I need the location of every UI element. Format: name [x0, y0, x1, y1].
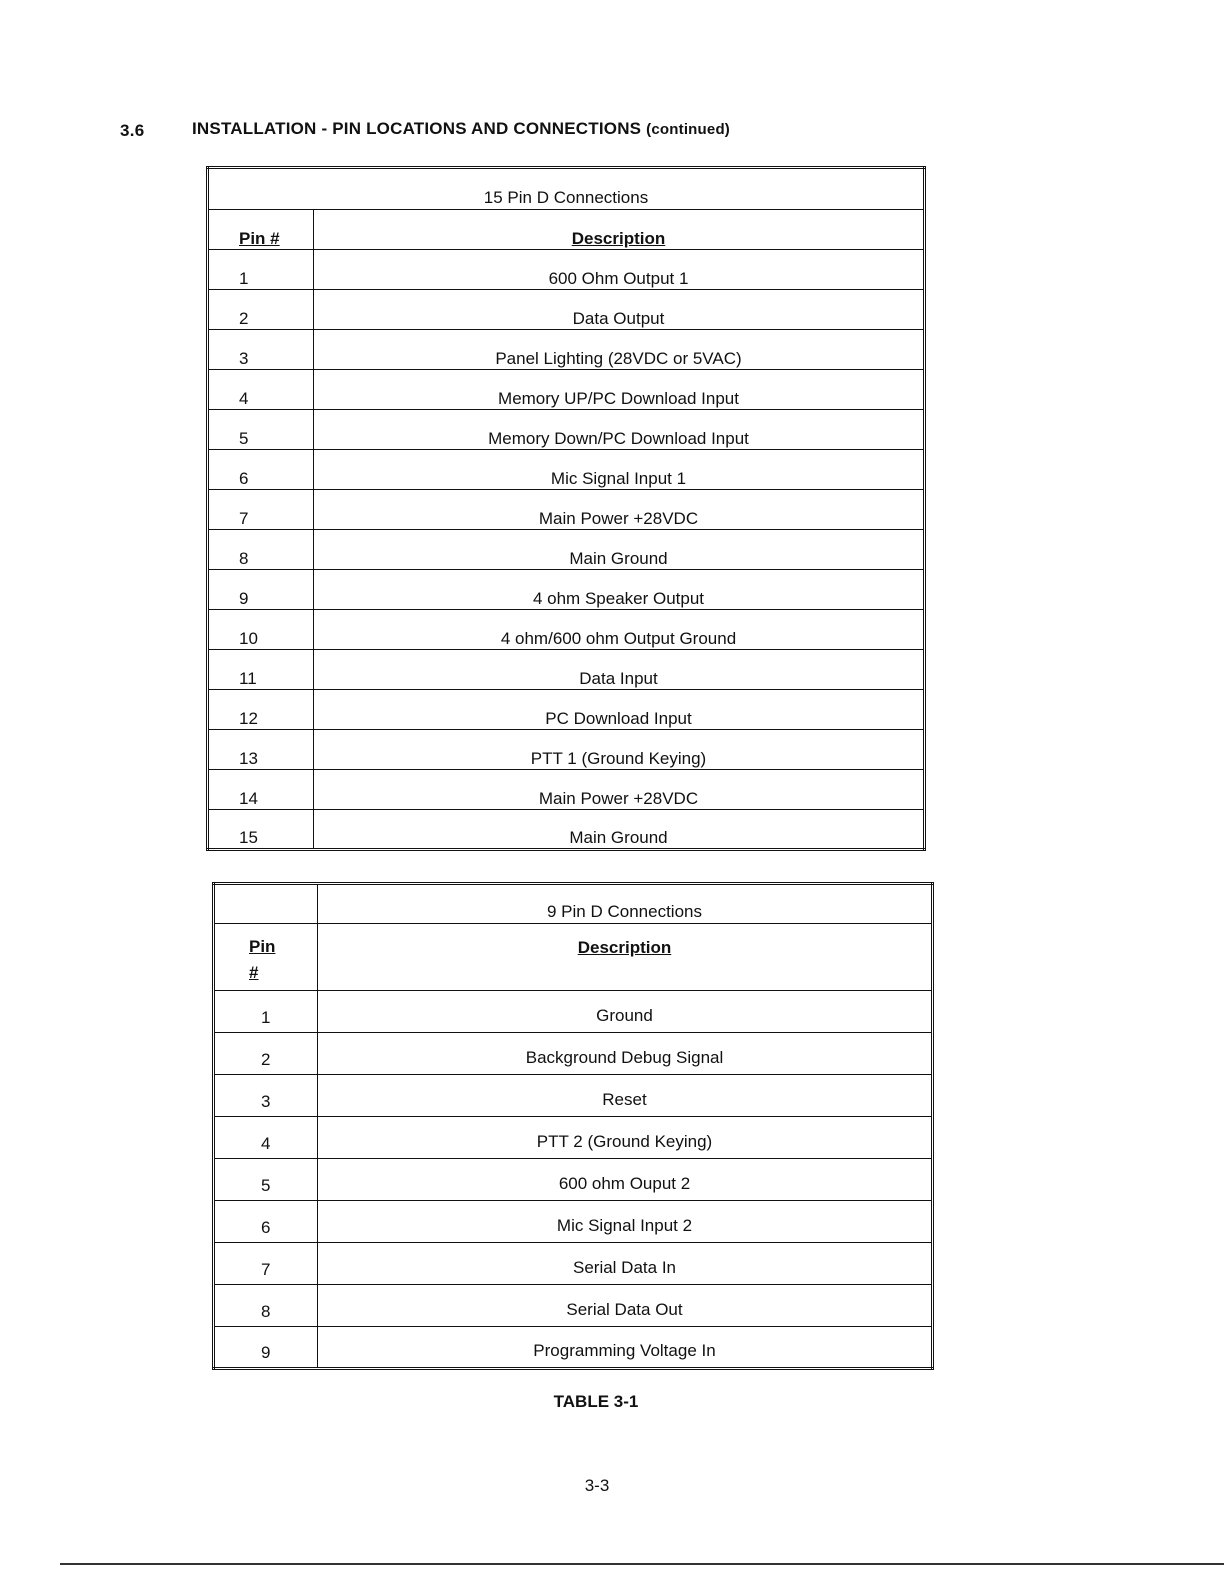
description-header: Description — [577, 938, 672, 957]
pin-description: Mic Signal Input 1 — [314, 450, 925, 490]
table-row — [214, 1243, 933, 1285]
table-title: 15 Pin D Connections — [208, 168, 925, 210]
description-header: Description — [571, 229, 666, 248]
pin-header: Pin # — [239, 229, 280, 248]
table-row — [214, 1075, 933, 1117]
table-row — [208, 290, 925, 330]
page-number: 3-3 — [584, 1476, 610, 1495]
pin-description: Data Input — [314, 650, 925, 690]
pin-number: 8 — [208, 530, 314, 570]
table-row — [214, 1117, 933, 1159]
table-15-pin-connections — [206, 166, 926, 851]
pin-header-line-1: Pin — [249, 937, 276, 956]
pin-description: 600 Ohm Output 1 — [314, 250, 925, 290]
pin-description: Main Ground — [314, 530, 925, 570]
pin-description: Main Power +28VDC — [314, 490, 925, 530]
section-title-text: INSTALLATION - PIN LOCATIONS AND CONNECTIONS — [192, 119, 642, 138]
pin-number: 1 — [208, 250, 314, 290]
pin-number: 11 — [208, 650, 314, 690]
table-row — [208, 610, 925, 650]
table-header-row — [208, 210, 925, 250]
pin-header-line-2: # — [249, 963, 259, 982]
pin-description: 600 ohm Ouput 2 — [318, 1159, 933, 1201]
pin-description: PTT 1 (Ground Keying) — [314, 730, 925, 770]
table-row — [214, 1201, 933, 1243]
table-title-row — [214, 884, 933, 924]
table-row — [208, 370, 925, 410]
pin-number: 13 — [208, 730, 314, 770]
section-number: 3.6 — [120, 121, 145, 140]
table-row — [214, 1159, 933, 1201]
section-title — [192, 119, 730, 139]
pin-description: 4 ohm/600 ohm Output Ground — [314, 610, 925, 650]
pin-number: 2 — [208, 290, 314, 330]
table-row — [208, 490, 925, 530]
table-row — [208, 650, 925, 690]
pin-number: 6 — [208, 450, 314, 490]
pin-number: 8 — [214, 1285, 318, 1327]
table-row — [214, 1033, 933, 1075]
pin-description: Main Power +28VDC — [314, 770, 925, 810]
table-row — [208, 770, 925, 810]
table-9-body — [214, 884, 933, 1369]
table-row — [214, 991, 933, 1033]
pin-number: 4 — [214, 1117, 318, 1159]
pin-description: Ground — [318, 991, 933, 1033]
pin-description: Panel Lighting (28VDC or 5VAC) — [314, 330, 925, 370]
pin-description: Background Debug Signal — [318, 1033, 933, 1075]
table-caption: TABLE 3-1 — [553, 1392, 639, 1411]
description-header-cell — [318, 924, 933, 991]
table-15-body — [208, 168, 925, 850]
pin-description: 4 ohm Speaker Output — [314, 570, 925, 610]
pin-number: 6 — [214, 1201, 318, 1243]
pin-description: Reset — [318, 1075, 933, 1117]
table-row — [208, 570, 925, 610]
pin-description: Serial Data Out — [318, 1285, 933, 1327]
table-row — [208, 810, 925, 850]
pin-number: 5 — [208, 410, 314, 450]
table-row — [214, 1327, 933, 1369]
empty-title-cell — [214, 884, 318, 924]
pin-number: 3 — [208, 330, 314, 370]
pin-number: 3 — [214, 1075, 318, 1117]
pin-number: 15 — [208, 810, 314, 850]
pin-header-cell — [214, 924, 318, 991]
pin-number: 2 — [214, 1033, 318, 1075]
table-row — [208, 690, 925, 730]
pin-description: Data Output — [314, 290, 925, 330]
pin-number: 7 — [214, 1243, 318, 1285]
pin-description: Mic Signal Input 2 — [318, 1201, 933, 1243]
pin-description: Main Ground — [314, 810, 925, 850]
pin-number: 12 — [208, 690, 314, 730]
pin-description: Memory Down/PC Download Input — [314, 410, 925, 450]
table-row — [208, 730, 925, 770]
pin-description: PC Download Input — [314, 690, 925, 730]
pin-header-cell — [208, 210, 314, 250]
table-title-row — [208, 168, 925, 210]
pin-number: 4 — [208, 370, 314, 410]
table-row — [208, 450, 925, 490]
table-header-row — [214, 924, 933, 991]
table-row — [214, 1285, 933, 1327]
table-row — [208, 330, 925, 370]
pin-description: Serial Data In — [318, 1243, 933, 1285]
pin-number: 1 — [214, 991, 318, 1033]
pin-number: 10 — [208, 610, 314, 650]
pin-description: PTT 2 (Ground Keying) — [318, 1117, 933, 1159]
table-row — [208, 250, 925, 290]
description-header-cell — [314, 210, 925, 250]
table-title: 9 Pin D Connections — [318, 884, 933, 924]
table-row — [208, 410, 925, 450]
section-title-suffix: (continued) — [646, 121, 731, 138]
pin-number: 9 — [214, 1327, 318, 1369]
pin-description: Memory UP/PC Download Input — [314, 370, 925, 410]
page-bottom-rule — [60, 1563, 1224, 1565]
pin-number: 14 — [208, 770, 314, 810]
pin-number: 5 — [214, 1159, 318, 1201]
pin-number: 7 — [208, 490, 314, 530]
table-9-pin-connections — [212, 882, 934, 1370]
pin-number: 9 — [208, 570, 314, 610]
pin-description: Programming Voltage In — [318, 1327, 933, 1369]
table-row — [208, 530, 925, 570]
